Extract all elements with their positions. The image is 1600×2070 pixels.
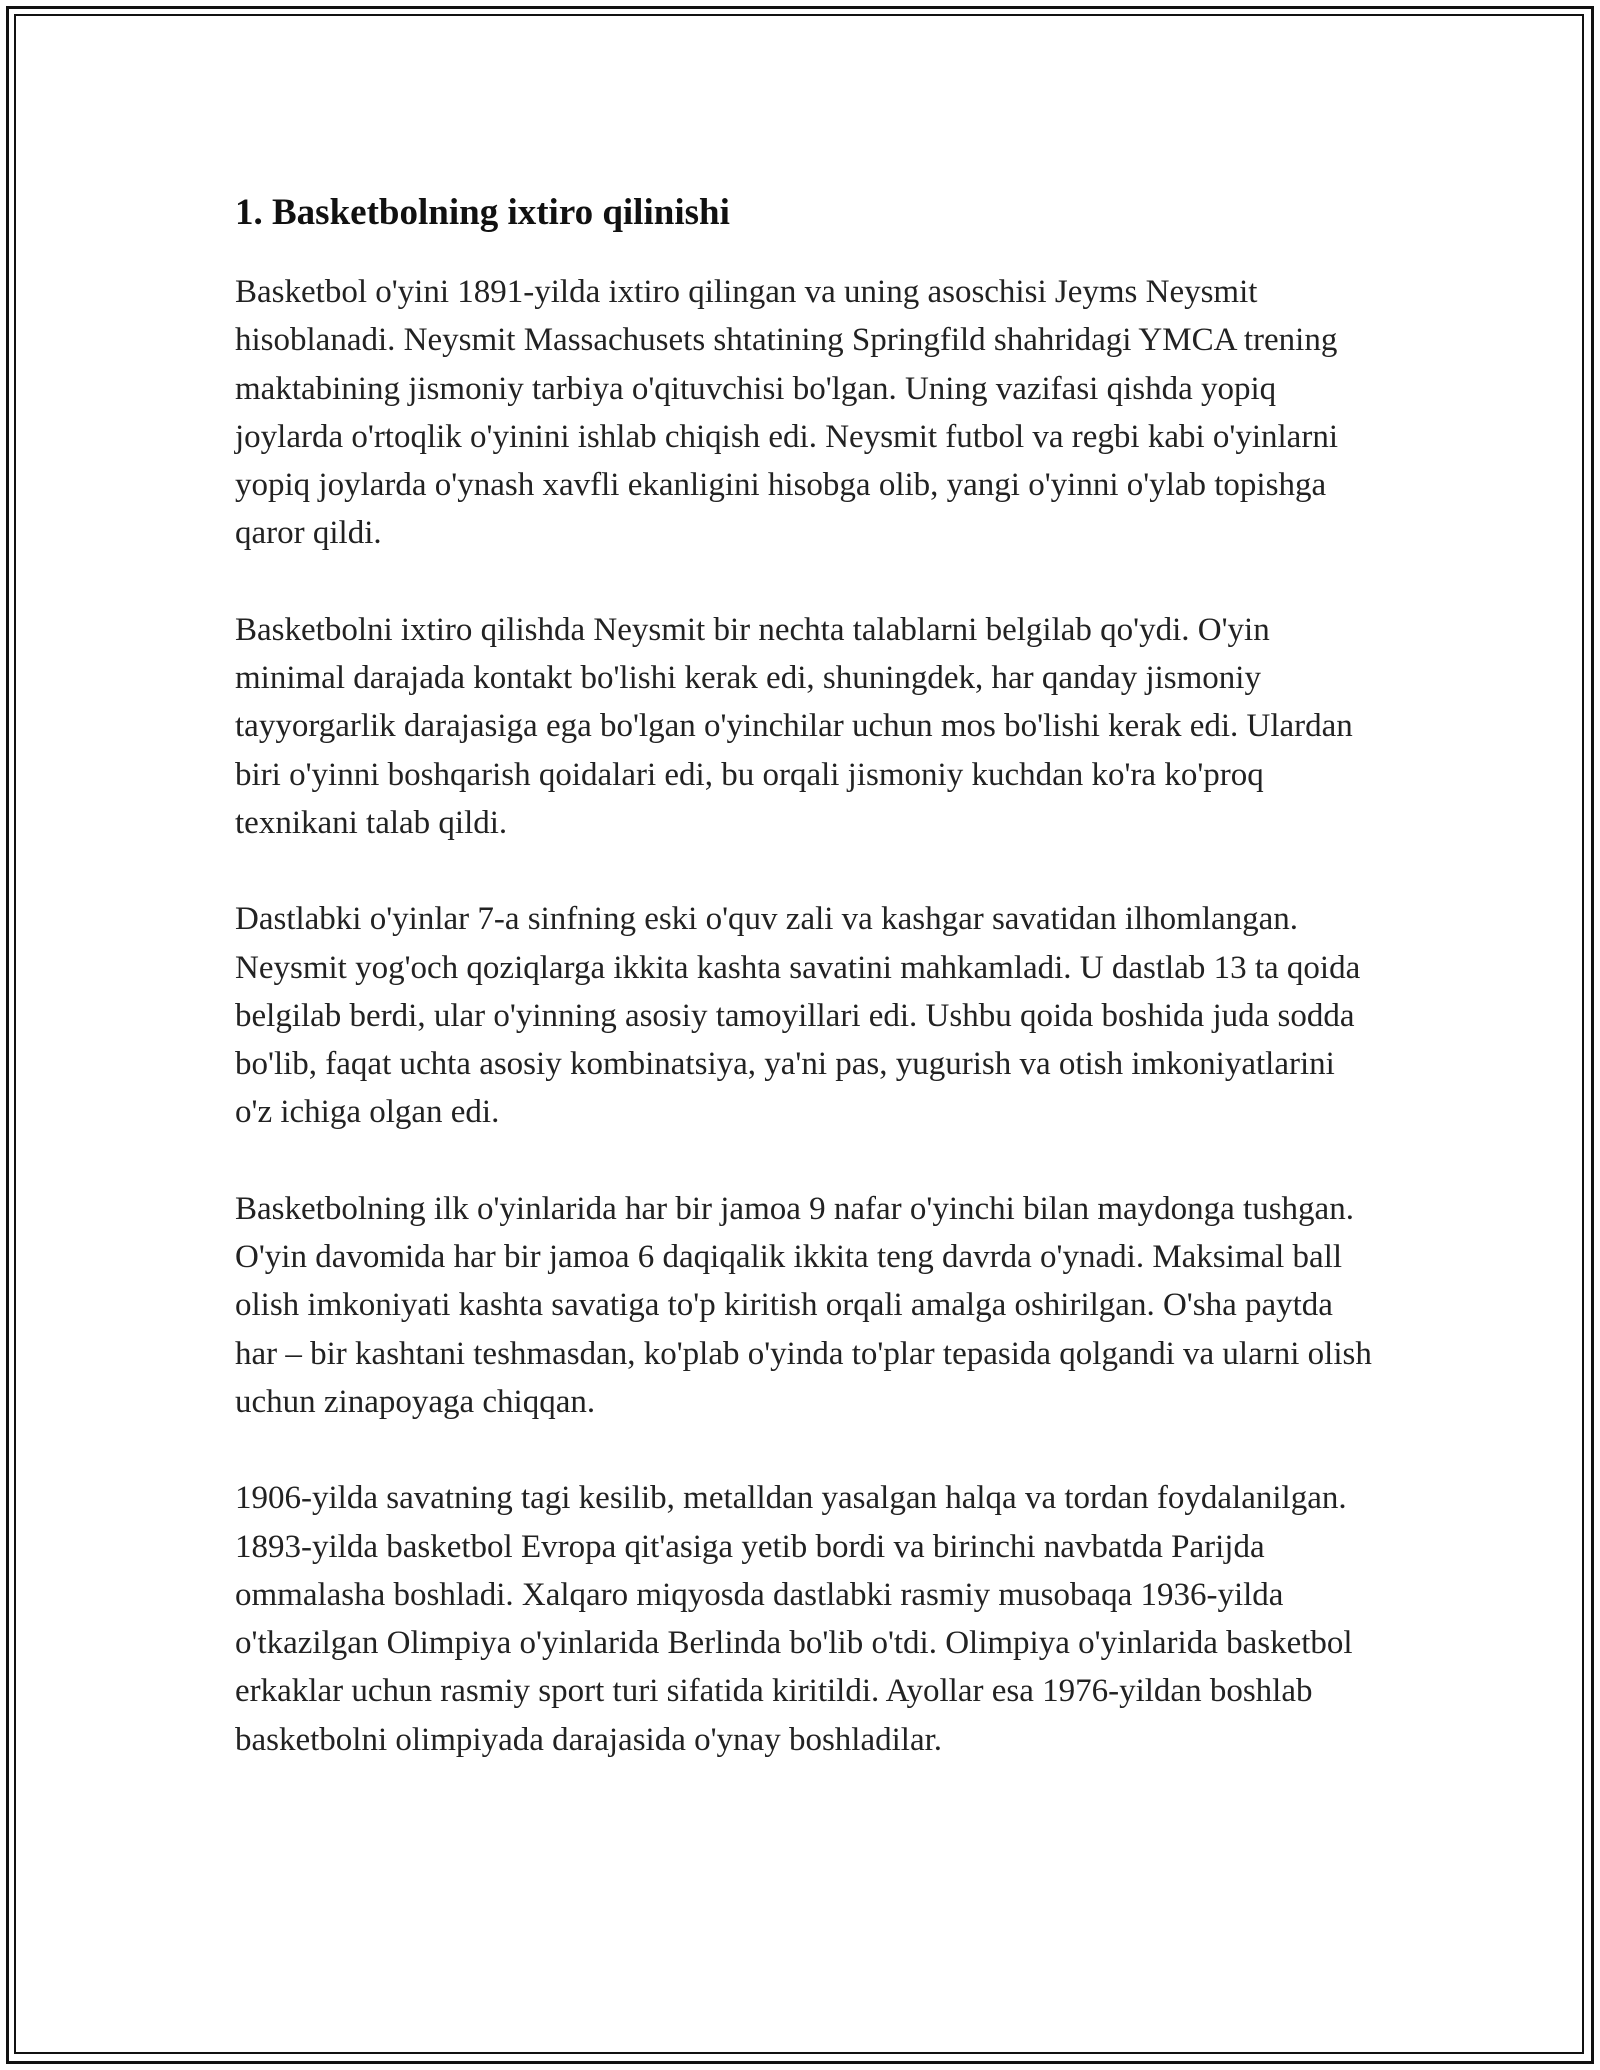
paragraph-invention: Basketbol o'yini 1891-yilda ixtiro qilingan va uning asoschisi Jeyms Neysmit hisoblanadi. Neysmit Massachusets shtatining Springfild shahridagi YMCA trening maktabining jismoniy tarbiya o'qituvchisi bo'lgan. Uning vazifasi qishda yopiq joylarda o'rtoqlik o'yinini ishlab chiqish edi. Neysmit futbol va regbi kabi o'yinlarni yopiq joylarda o'ynash xavfli ekanligini hisobga olib, yangi o'yinni o'ylab topishga qaror qildi. xyxy=(235,274,1338,552)
paragraph-first-games: Dastlabki o'yinlar 7-a sinfning eski o'quv zali va kashgar savatidan ilhomlangan. Neysmit yog'och qoziqlarga ikkita kashta savatini mahkamladi. U dastlab 13 ta qoida belgilab berdi, ular o'yinning asosiy tamoyillari edi. Ushbu qoida boshida juda sodda bo'lib, faqat uchta asosiy kombinatsiya, ya'ni pas, yugurish va otish imkoniyatlarini o'z ichiga olgan edi. xyxy=(235,901,1361,1131)
section-heading: 1. Basketbolning ixtiro qilinishi xyxy=(235,192,730,233)
document-body xyxy=(235,186,1375,1764)
paragraph-history: 1906-yilda savatning tagi kesilib, metalldan yasalgan halqa va tordan foydalanilgan. 1893-yilda basketbol Evropa qit'asiga yetib bordi va birinchi navbatda Parijda ommalasha boshladi. Xalqaro miqyosda dastlabki rasmiy musobaqa 1936-yilda o'tkazilgan Olimpiya o'yinlarida Berlinda bo'lib o'tdi. Olimpiya o'yinlarida basketbol erkaklar uchun rasmiy sport turi sifatida kiritildi. Ayollar esa 1976-yildan boshlab basketbolni olimpiyada darajasida o'ynay boshladilar. xyxy=(235,1480,1353,1758)
paragraph-requirements: Basketbolni ixtiro qilishda Neysmit bir nechta talablarni belgilab qo'ydi. O'yin minimal darajada kontakt bo'lishi kerak edi, shuningdek, har qanday jismoniy tayyorgarlik darajasiga ega bo'lgan o'yinchilar uchun mos bo'lishi kerak edi. Ulardan biri o'yinni boshqarish qoidalari edi, bu orqali jismoniy kuchdan ko'ra ko'proq texnikani talab qildi. xyxy=(235,611,1353,841)
paragraph-early-teams: Basketbolning ilk o'yinlarida har bir jamoa 9 nafar o'yinchi bilan maydonga tushgan. O'yin davomida har bir jamoa 6 daqiqalik ikkita teng davrda o'ynadi. Maksimal ball olish imkoniyati kashta savatiga to'p kiritish orqali amalga oshirilgan. O'sha paytda har – bir kashtani teshmasdan, ko'plab o'yinda to'plar tepasida qolgandi va ularni olish uchun zinapoyaga chiqqan. xyxy=(235,1190,1372,1420)
